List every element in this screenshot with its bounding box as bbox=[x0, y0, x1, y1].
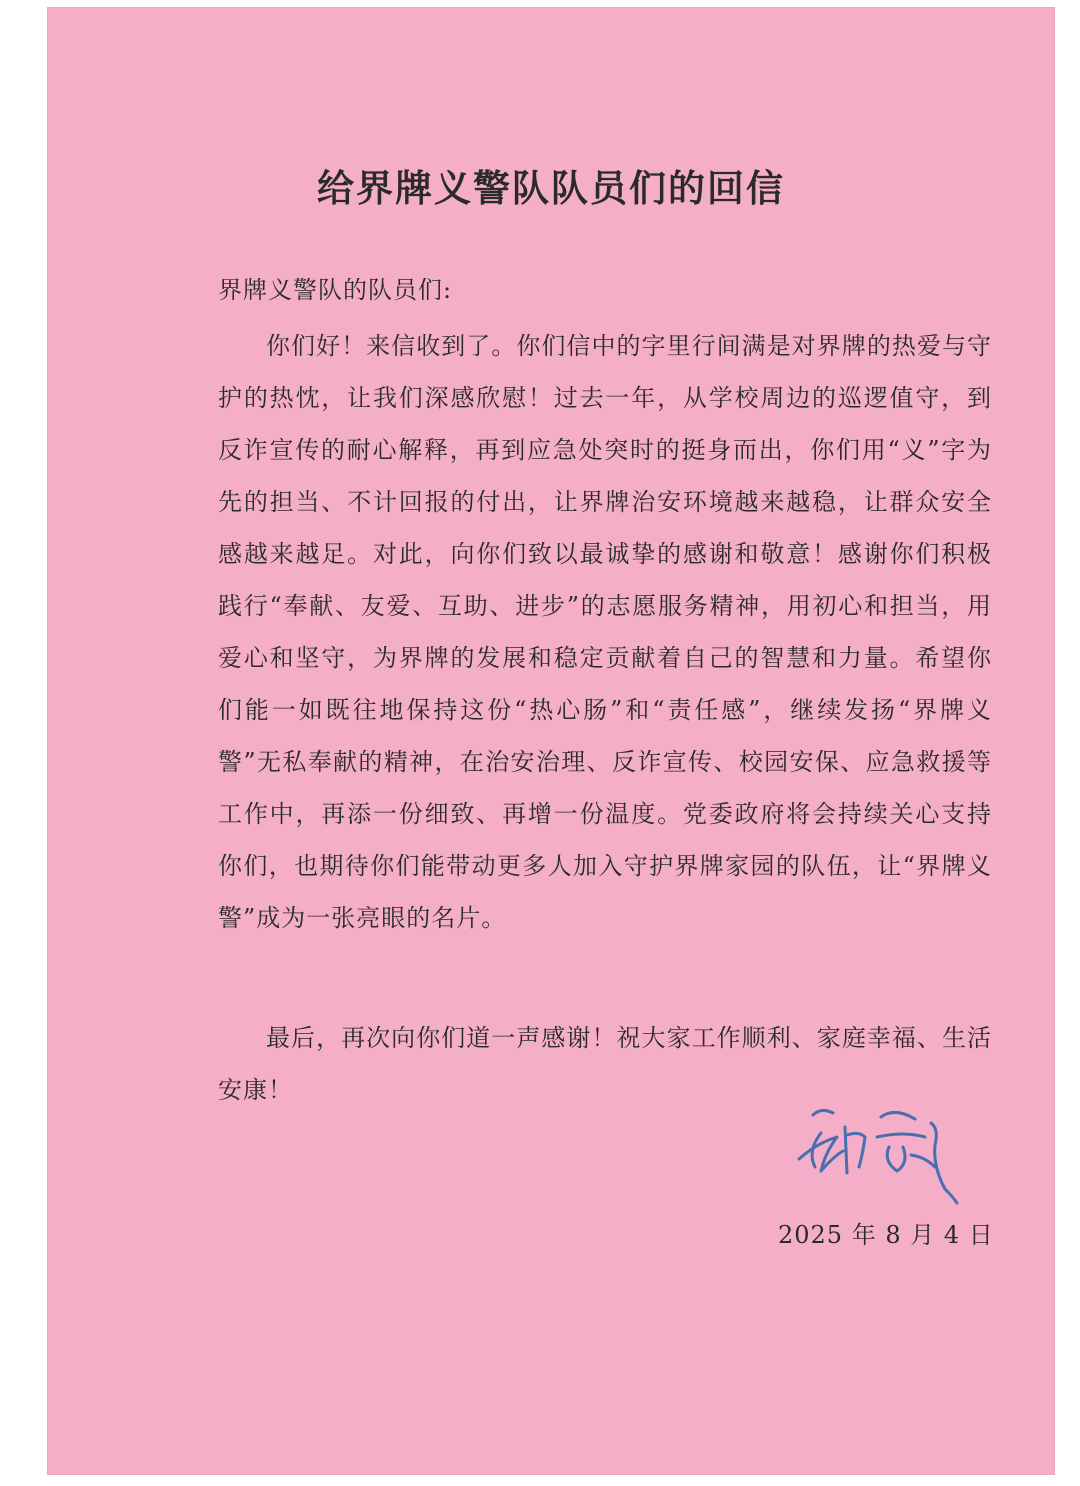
letter-salutation: 界牌义警队的队员们: bbox=[218, 276, 453, 304]
letter-paragraph: 最后，再次向你们道一声感谢！祝大家工作顺利、家庭幸福、生活安康！ bbox=[218, 1024, 992, 1104]
letter-paper bbox=[48, 8, 1054, 1474]
letter-title: 给界牌义警队队员们的回信 bbox=[317, 166, 785, 210]
letter-date: 2025 年 8 月 4 日 bbox=[778, 1221, 994, 1249]
handwritten-signature bbox=[785, 1093, 965, 1208]
letter-paragraph: 你们好！来信收到了。你们信中的字里行间满是对界牌的热爱与守护的热忱，让我们深感欣慰！过去一年，从学校周边的巡逻值守，到反诈宣传的耐心解释，再到应急处突时的挺身而出，你们用“义”字为先的担当、不计回报的付出，让界牌治安环境越来越稳，让群众安全感越来越足。对此，向你们致以最诚挚的感谢和敬意！感谢你们积极践行“奉献、友爱、互助、进步”的志愿服务精神，用初心和担当，用爱心和坚守，为界牌的发展和稳定贡献着自己的智慧和力量。希望你们能一如既往地保持这份“热心肠”和“责任感”，继续发扬“界牌义警”无私奉献的精神，在治安治理、反诈宣传、校园安保、应急救援等工作中，再添一份细致、再增一份温度。党委政府将会持续关心支持你们，也期待你们能带动更多人加入守护界牌家园的队伍，让“界牌义警”成为一张亮眼的名片。 bbox=[218, 332, 992, 932]
